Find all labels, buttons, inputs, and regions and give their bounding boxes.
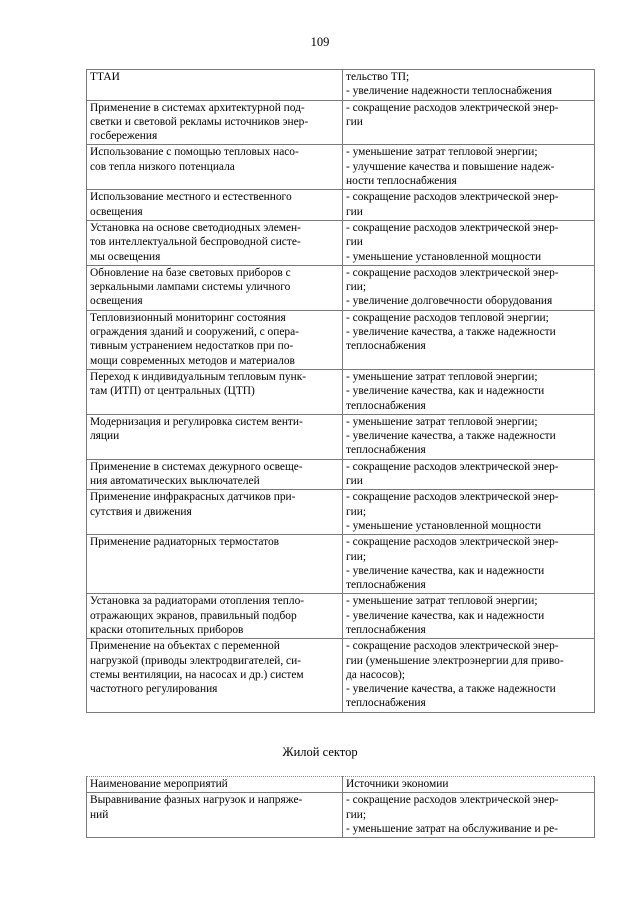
cell-text-line: Установка за радиаторами отопления тепло-	[90, 595, 305, 608]
cell-text-line: гии	[346, 236, 363, 249]
measure-cell	[87, 369, 343, 414]
header-savings-sources: Источники экономии	[343, 777, 595, 793]
cell-text-line: Обновление на базе световых приборов с	[90, 266, 291, 279]
cell-text-line: ний	[90, 808, 109, 821]
cell-text-line: Применение радиаторных термостатов	[90, 536, 280, 549]
cell-text-line: сутствия и движения	[90, 505, 192, 518]
table-row	[87, 639, 595, 712]
cell-text-line: - сокращение расходов электрической энер-	[346, 640, 559, 653]
cell-text-line: - сокращение расходов электрической энер-	[346, 491, 559, 504]
savings-cell	[343, 459, 595, 490]
cell-text-line: - сокращение расходов электрической энер-	[346, 266, 559, 279]
cell-text-line: - уменьшение установленной мощности	[346, 519, 542, 532]
header-measures: Наименование мероприятий	[87, 777, 343, 793]
cell-text-line: - уменьшение затрат тепловой энергии;	[346, 146, 538, 159]
cell-text-line: - сокращение расходов электрической энер-	[346, 101, 559, 114]
cell-text-line: Использование с помощью тепловых насо-	[90, 146, 299, 159]
savings-cell	[343, 369, 595, 414]
cell-text-line: - увеличение качества, а также надежности	[346, 683, 556, 696]
cell-text-line: теплоснабжения	[346, 579, 426, 592]
cell-text-line: Выравнивание фазных нагрузок и напряже-	[90, 794, 303, 807]
cell-text-line: Применение инфракрасных датчиков при-	[90, 491, 296, 504]
savings-cell	[343, 594, 595, 639]
table-row	[87, 414, 595, 459]
measure-cell	[87, 190, 343, 221]
cell-text-line: гии;	[346, 808, 367, 821]
cell-text-line: - сокращение расходов электрической энер-	[346, 221, 559, 234]
cell-text-line: - сокращение расходов электрической энер-	[346, 794, 559, 807]
table-row	[87, 793, 595, 838]
savings-cell	[343, 639, 595, 712]
cell-text-line: освещения	[90, 295, 143, 308]
cell-text-line: - уменьшение затрат на обслуживание и ре-	[346, 822, 558, 835]
cell-text-line: да насосов);	[346, 668, 405, 681]
savings-cell	[343, 100, 595, 145]
cell-text-line: - сокращение расходов электрической энер-	[346, 536, 559, 549]
savings-cell	[343, 414, 595, 459]
cell-text-line: тов интеллектуальной беспроводной систе-	[90, 236, 301, 249]
cell-text-line: гии;	[346, 281, 367, 294]
cell-text-line: гии	[346, 475, 363, 488]
savings-cell	[343, 535, 595, 594]
cell-text-line: ности теплоснабжения	[346, 175, 457, 188]
cell-text-line: - увеличение качества, а также надежности	[346, 326, 556, 339]
cell-text-line: гии;	[346, 550, 367, 563]
cell-text-line: зеркальными лампами системы уличного	[90, 281, 291, 294]
cell-text-line: - уменьшение затрат тепловой энергии;	[346, 415, 538, 428]
cell-text-line: госбережения	[90, 130, 158, 143]
savings-cell	[343, 190, 595, 221]
cell-text-line: Переход к индивидуальным тепловым пунк-	[90, 370, 307, 383]
cell-text-line: теплоснабжения	[346, 340, 426, 353]
cell-text-line: краски отопительных приборов	[90, 623, 244, 636]
cell-text-line: Тепловизионный мониторинг состояния	[90, 311, 286, 324]
table-row	[87, 100, 595, 145]
table-row	[87, 190, 595, 221]
cell-text-line: - сокращение расходов электрической энер-	[346, 191, 559, 204]
table-row	[87, 490, 595, 535]
measure-cell	[87, 535, 343, 594]
cell-text-line: теплоснабжения	[346, 623, 426, 636]
table-header-row	[87, 777, 595, 793]
measure-cell	[87, 639, 343, 712]
savings-cell	[343, 490, 595, 535]
cell-text-line: - улучшение качества и повышение надеж-	[346, 160, 555, 173]
cell-text-line: теплоснабжения	[346, 697, 426, 710]
savings-cell	[343, 220, 595, 265]
cell-text-line: сов тепла низкого потенциала	[90, 160, 235, 173]
savings-cell	[343, 310, 595, 369]
cell-text-line: светки и световой рекламы источников энер-	[90, 115, 309, 128]
cell-text-line: Использование местного и естественного	[90, 191, 292, 204]
cell-text-line: - уменьшение затрат тепловой энергии;	[346, 595, 538, 608]
cell-text-line: - увеличение качества, как и надежности	[346, 385, 545, 398]
page-number: 109	[310, 35, 330, 49]
cell-text-line: - увеличение долговечности оборудования	[346, 295, 553, 308]
cell-text-line: отражающих экранов, правильный подбор	[90, 609, 297, 622]
measure-cell	[87, 265, 343, 310]
table-row	[87, 459, 595, 490]
measure-cell	[87, 100, 343, 145]
measure-cell	[87, 459, 343, 490]
measure-cell	[87, 594, 343, 639]
cell-text-line: мы освещения	[90, 250, 161, 263]
cell-text-line: ляции	[90, 430, 120, 443]
cell-text-line: гии	[346, 205, 363, 218]
cell-text-line: гии	[346, 115, 363, 128]
measure-cell	[87, 220, 343, 265]
cell-text-line: стемы вентиляции, на насосах и др.) систем	[90, 668, 304, 681]
cell-text-line: ограждения зданий и сооружений, с опера-	[90, 326, 299, 339]
cell-text-line: - сокращение расходов электрической энер-	[346, 460, 559, 473]
cell-text-line: - увеличение качества, а также надежности	[346, 430, 556, 443]
cell-text-line: гии (уменьшение электроэнергии для приво-	[346, 654, 564, 667]
cell-text-line: нагрузкой (приводы электродвигателей, си-	[90, 654, 301, 667]
cell-text-line: освещения	[90, 205, 143, 218]
cell-text-line: ния автоматических выключателей	[90, 475, 260, 488]
table-row	[87, 535, 595, 594]
cell-text-line: Модернизация и регулировка систем венти-	[90, 415, 303, 428]
cell-text-line: тивным устранением недостатков при по-	[90, 340, 294, 353]
table-row	[87, 265, 595, 310]
cell-text-line: гии;	[346, 505, 367, 518]
cell-text-line: ТТАИ	[90, 71, 120, 83]
savings-cell	[343, 265, 595, 310]
cell-text-line: - сокращение расходов тепловой энергии;	[346, 311, 549, 324]
savings-cell	[343, 70, 595, 101]
cell-text-line: Применение на объектах с переменной	[90, 640, 280, 653]
cell-text-line: теплоснабжения	[346, 399, 426, 412]
cell-text-line: тельство ТП;	[346, 71, 410, 83]
cell-text-line: мощи современных методов и материалов	[90, 354, 295, 367]
table-row	[87, 594, 595, 639]
table-row	[87, 145, 595, 190]
cell-text-line: там (ИТП) от центральных (ЦТП)	[90, 385, 255, 398]
measures-table	[86, 69, 595, 713]
savings-cell	[343, 793, 595, 838]
measure-cell	[87, 490, 343, 535]
residential-table	[86, 776, 595, 838]
measure-cell	[87, 145, 343, 190]
measure-cell	[87, 310, 343, 369]
cell-text-line: - уменьшение установленной мощности	[346, 250, 542, 263]
cell-text-line: - уменьшение затрат тепловой энергии;	[346, 370, 538, 383]
table-row	[87, 310, 595, 369]
cell-text-line: - увеличение надежности теплоснабжения	[346, 85, 553, 98]
cell-text-line: - увеличение качества, как и надежности	[346, 564, 545, 577]
measure-cell	[87, 414, 343, 459]
table-row	[87, 70, 595, 101]
cell-text-line: теплоснабжения	[346, 444, 426, 457]
table-row	[87, 220, 595, 265]
cell-text-line: - увеличение качества, как и надежности	[346, 609, 545, 622]
cell-text-line: Установка на основе светодиодных элемен-	[90, 221, 301, 234]
section-title: Жилой сектор	[282, 745, 358, 759]
cell-text-line: Применение в системах дежурного освеще-	[90, 460, 303, 473]
cell-text-line: частотного регулирования	[90, 683, 218, 696]
table-row	[87, 369, 595, 414]
measure-cell	[87, 70, 343, 101]
savings-cell	[343, 145, 595, 190]
measure-cell	[87, 793, 343, 838]
cell-text-line: Применение в системах архитектурной под-	[90, 101, 305, 114]
